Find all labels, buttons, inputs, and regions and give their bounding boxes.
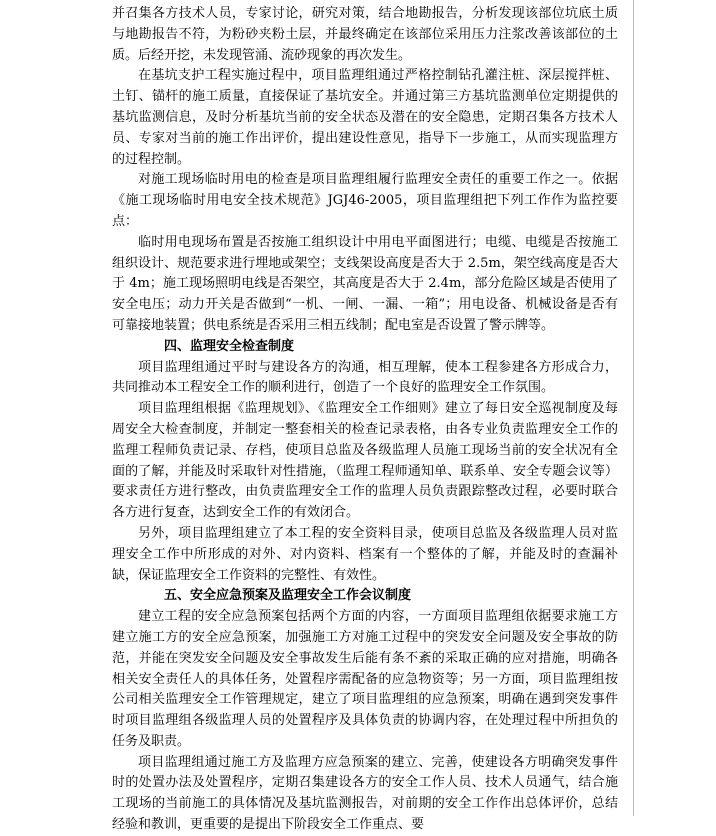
document-body bbox=[112, 4, 618, 836]
paragraph-power-checkpoints: 临时用电现场布置是否按施工组织设计中用电平面图进行；电缆、电缆是否按施工组织设计、规范要求进行埋地或架空；支线架设高度是否大于 2.5m，架空线高度是否大于 4m；施工现场照明电线是否架空，其高度是否大于 2.4m，部分危险区域是否使用了安全电压；动力开关是否做到“一机、一闸、一漏、一箱”；用电设备、机械设备是否有可靠接地装置；供电系统是否采用三相五线制；配电室是否设置了警示牌等。 bbox=[112, 234, 618, 333]
paragraph-inspection-system: 项目监理组根据《监理规划》、《监理安全工作细则》建立了每日安全巡视制度及每周安全大检查制度，并制定一整套相关的检查记录表格，由各专业负责监理安全工作的监理工程师负责记录、存档，使项目总监及各级监理人员施工现场当前的安全状况有全面的了解，并能及时采取针对性措施，（监理工程师通知单、联系单、安全专题会议等）要求责任方进行整改，由负责监理安全工作的监理人员负责跟踪整改过程，必要时联合各方进行复查，达到安全工作的有效闭合。 bbox=[112, 401, 618, 521]
paragraph-communication: 项目监理组通过平时与建设各方的沟通，相互理解，使本工程参建各方形成合力，共同推动本工程安全工作的顺利进行，创造了一个良好的监理安全工作氛围。 bbox=[112, 359, 618, 396]
paragraph-plan-improvement: 项目监理组通过施工方及监理方应急预案的建立、完善，使建设各方明确突发事件时的处置办法及处置程序，定期召集建设各方的安全工作人员、技术人员通气，结合施工现场的当前施工的具体情况及基坑监测报告，对前期的安全工作作出总体评价，总结经验和教训，更重要的是提出下阶段安全工作重点、要 bbox=[112, 754, 618, 833]
paragraph-foundation-support: 在基坑支护工程实施过程中，项目监理组通过严格控制钻孔灌注桩、深层搅拌桩、土钉、锚杆的施工质量，直接保证了基坑安全。并通过第三方基坑监测单位定期提供的基坑监测信息，及时分析基坑当前的安全状态及潜在的安全隐患，定期召集各方技术人员、专家对当前的施工作出评价，提出建设性意见，指导下一步施工，从而实现监理方的过程控制。 bbox=[112, 68, 618, 167]
page-margin-line bbox=[633, 0, 634, 816]
paragraph-safety-records: 另外，项目监理组建立了本工程的安全资料目录，使项目总监及各级监理人员对监理安全工作中所形成的对外、对内资料、档案有一个整体的了解，并能及时的查漏补缺，保证监理安全工作资料的完整性、有效性。 bbox=[112, 525, 618, 583]
section-heading-safety-inspection: 四、监理安全检查制度 bbox=[164, 338, 295, 354]
paragraph-emergency-plan: 建立工程的安全应急预案包括两个方面的内容，一方面项目监理组依据要求施工方建立施工方的安全应急预案，加强施工方对施工过程中的突发安全问题及安全事故的防范，并能在突发安全问题及安全事故发生后能有条不紊的采取正确的应对措施，明确各相关安全责任人的具体任务，处置程序需配备的应急物资等；另一方面，项目监理组按公司相关监理安全工作管理规定，建立了项目监理组的应急预案，明确在遇到突发事件时项目监理组各级监理人员的处置程序及具体负责的协调内容，在处理过程中所担负的任务及职责。 bbox=[112, 609, 618, 749]
section-heading-emergency-plan: 五、安全应急预案及监理安全工作会议制度 bbox=[164, 588, 412, 604]
paragraph-continued: 并召集各方技术人员，专家讨论，研究对策，结合地勘报告，分析发现该部位坑底土质与地勘报告不符，为粉砂夹粉土层，并最终确定在该部位采用压力注浆改善该部位的土质。后经开挖，未发现管涌、流砂现象的再次发生。 bbox=[112, 6, 618, 63]
paragraph-temporary-power: 对施工现场临时用电的检查是项目监理组履行监理安全责任的重要工作之一。依据《施工现场临时用电安全技术规范》JGJ46-2005，项目监理组把下列工作作为监控要点： bbox=[112, 172, 618, 229]
